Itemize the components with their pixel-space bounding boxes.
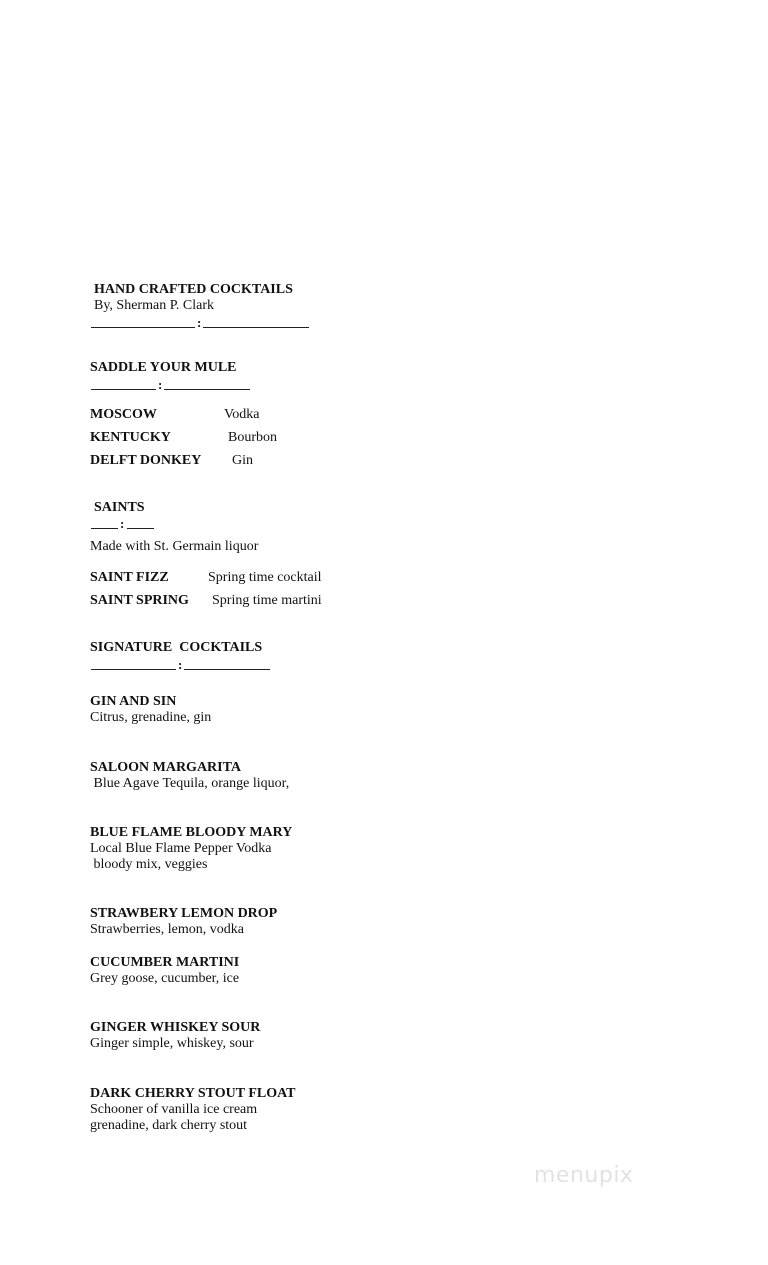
menu-title: HAND CRAFTED COCKTAILS (94, 282, 293, 297)
menu-item-name: BLUE FLAME BLOODY MARY (90, 825, 293, 840)
menu-item-description: Ginger simple, whiskey, sour (90, 1036, 254, 1051)
menu-item-name: STRAWBERY LEMON DROP (90, 906, 278, 921)
menu-item-description: Schooner of vanilla ice cream (90, 1102, 258, 1117)
section-note: Made with St. Germain liquor (90, 539, 259, 554)
menu-item-description: bloody mix, veggies (90, 857, 208, 872)
menu-item-name: SAINT FIZZ (90, 570, 169, 585)
section-title: SADDLE YOUR MULE (90, 360, 237, 375)
menu-item-description: Strawberries, lemon, vodka (90, 922, 244, 937)
menu-item-name: MOSCOW (90, 407, 157, 422)
menu-item-name: GIN AND SIN (90, 694, 177, 709)
menu-item-spirit: Vodka (224, 407, 260, 422)
menu-byline: By, Sherman P. Clark (94, 298, 215, 313)
watermark-logo: menupix (534, 1163, 634, 1188)
menu-item-name: KENTUCKY (90, 430, 171, 445)
divider-colon: : (158, 377, 163, 392)
divider-colon: : (178, 657, 183, 672)
menu-item-spirit: Bourbon (228, 430, 277, 445)
menu-item-spirit: Gin (232, 453, 253, 468)
menu-item-description: Blue Agave Tequila, orange liquor, (90, 776, 290, 791)
menu-item-name: CUCUMBER MARTINI (90, 955, 240, 970)
menu-item-description: Local Blue Flame Pepper Vodka (90, 841, 272, 856)
menu-item-name: DARK CHERRY STOUT FLOAT (90, 1086, 296, 1101)
divider-colon: : (120, 516, 125, 531)
menu-item-name: DELFT DONKEY (90, 453, 202, 468)
menu-item-spirit: Spring time cocktail (208, 570, 322, 585)
menu-item-description: grenadine, dark cherry stout (90, 1118, 248, 1133)
menu-item-name: SAINT SPRING (90, 593, 189, 608)
menu-item-description: Citrus, grenadine, gin (90, 710, 212, 725)
menu-item-description: Grey goose, cucumber, ice (90, 971, 240, 986)
section-title: SAINTS (94, 500, 145, 515)
menu-item-name: SALOON MARGARITA (90, 760, 242, 775)
menu-item-name: GINGER WHISKEY SOUR (90, 1020, 261, 1035)
divider-colon: : (197, 315, 202, 330)
section-title: SIGNATURE COCKTAILS (90, 640, 263, 655)
menu-item-spirit: Spring time martini (212, 593, 322, 608)
